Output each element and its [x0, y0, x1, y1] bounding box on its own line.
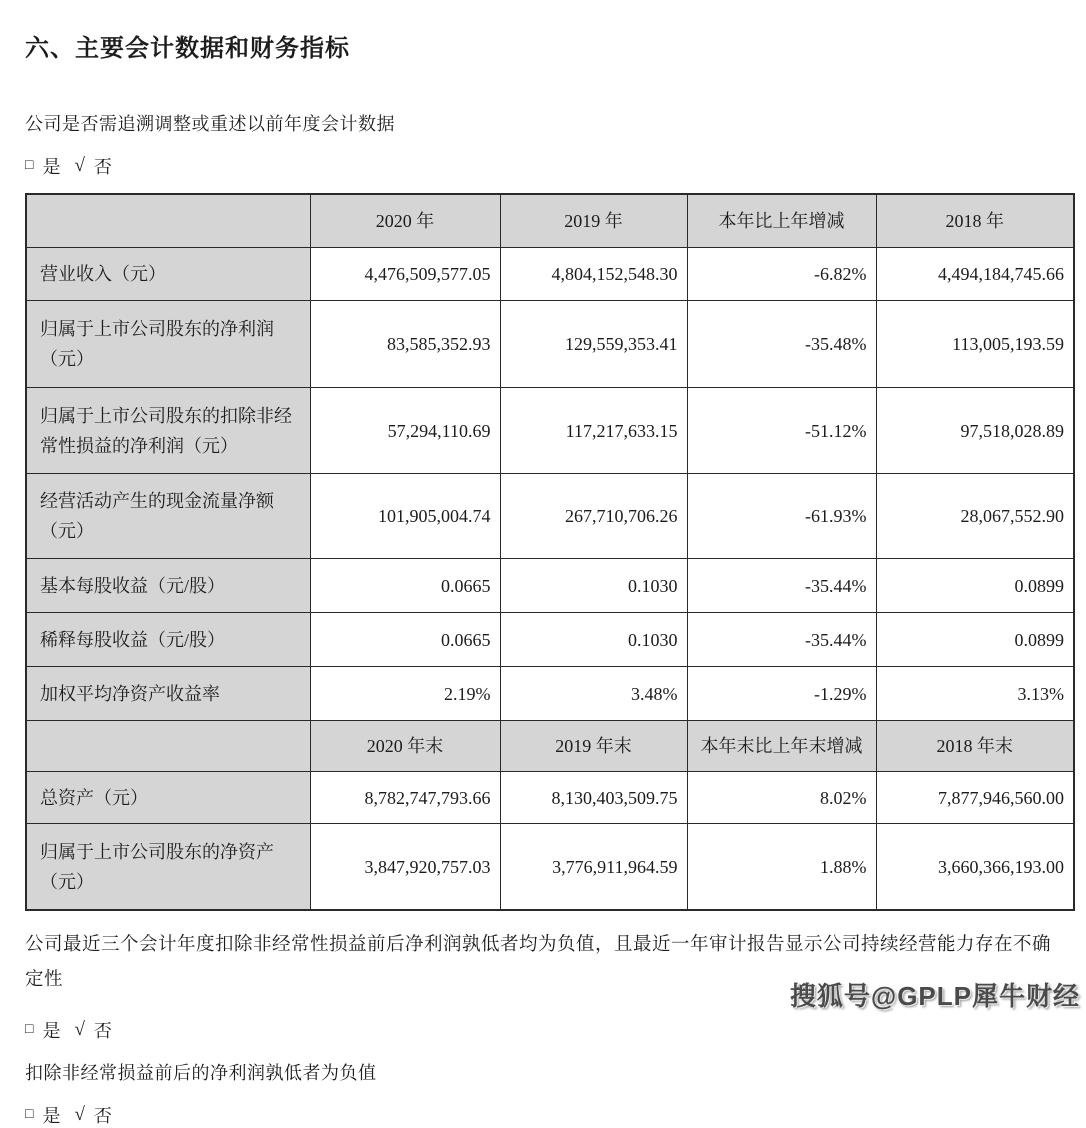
- value-2019: 0.1030: [500, 613, 687, 667]
- yes-label: 是: [42, 1105, 61, 1126]
- going-concern-note-line1: 公司最近三个会计年度扣除非经常性损益前后净利润孰低者均为负值，且最近一年审计报告显示公司持续经营能力存在不确: [25, 935, 1052, 955]
- value-change: -35.48%: [687, 301, 876, 388]
- col-header-2018-end: 2018 年末: [876, 721, 1074, 772]
- col-header-2020: 2020 年: [310, 194, 500, 248]
- financial-indicators-table: [25, 193, 1075, 911]
- row-label: 经营活动产生的现金流量净额（元）: [26, 474, 310, 559]
- yes-no-line-1: [25, 153, 1073, 179]
- value-2020: 3,847,920,757.03: [310, 824, 500, 911]
- value-2018: 4,494,184,745.66: [876, 248, 1074, 301]
- value-2018: 0.0899: [876, 559, 1074, 613]
- value-change: 8.02%: [687, 772, 876, 824]
- value-change: -35.44%: [687, 559, 876, 613]
- value-change: -51.12%: [687, 388, 876, 474]
- col-header-yearend-change: 本年末比上年末增减: [687, 721, 876, 772]
- row-label: 总资产（元）: [26, 772, 310, 824]
- value-2020: 101,905,004.74: [310, 474, 500, 559]
- value-2018: 7,877,946,560.00: [876, 772, 1074, 824]
- blank-header-cell: [26, 721, 310, 772]
- value-2020: 0.0665: [310, 613, 500, 667]
- row-label: 稀释每股收益（元/股）: [26, 613, 310, 667]
- value-2019: 3.48%: [500, 667, 687, 721]
- value-change: -1.29%: [687, 667, 876, 721]
- checkbox-icon: □: [25, 1021, 34, 1037]
- value-2020: 83,585,352.93: [310, 301, 500, 388]
- restate-question: 公司是否需追溯调整或重述以前年度会计数据: [25, 114, 395, 134]
- value-change: -61.93%: [687, 474, 876, 559]
- value-2019: 0.1030: [500, 559, 687, 613]
- yes-no-line-2: [25, 1017, 1073, 1043]
- col-header-2019-end: 2019 年末: [500, 721, 687, 772]
- no-label: 否: [93, 1105, 112, 1126]
- table-row-net-assets: [26, 824, 1074, 911]
- going-concern-note-line2: 定性: [25, 970, 64, 990]
- value-2019: 3,776,911,964.59: [500, 824, 687, 911]
- value-2018: 0.0899: [876, 613, 1074, 667]
- table-row-deducted-net-profit: [26, 388, 1074, 474]
- value-2018: 28,067,552.90: [876, 474, 1074, 559]
- value-2019: 267,710,706.26: [500, 474, 687, 559]
- value-2019: 8,130,403,509.75: [500, 772, 687, 824]
- blank-header-cell: [26, 194, 310, 248]
- row-label: 营业收入（元）: [26, 248, 310, 301]
- col-header-2020-end: 2020 年末: [310, 721, 500, 772]
- yes-no-line-3: [25, 1102, 1073, 1128]
- value-2019: 117,217,633.15: [500, 388, 687, 474]
- check-icon: √: [74, 155, 85, 176]
- watermark: 搜狐号@GPLP犀牛财经: [789, 981, 1080, 1011]
- check-icon: √: [74, 1103, 85, 1125]
- checkbox-icon: □: [25, 1106, 34, 1122]
- annual-header-row: [26, 194, 1074, 248]
- row-label: 归属于上市公司股东的扣除非经常性损益的净利润（元）: [26, 388, 310, 474]
- table-row-net-profit: [26, 301, 1074, 388]
- col-header-2019: 2019 年: [500, 194, 687, 248]
- col-header-change: 本年比上年增减: [687, 194, 876, 248]
- table-row-revenue: [26, 248, 1074, 301]
- value-2020: 2.19%: [310, 667, 500, 721]
- value-2018: 97,518,028.89: [876, 388, 1074, 474]
- deduction-note: 扣除非经常损益前后的净利润孰低者为负值: [25, 1062, 377, 1083]
- yes-label: 是: [42, 1020, 61, 1041]
- table-row-total-assets: [26, 772, 1074, 824]
- table-row-operating-cash-flow: [26, 474, 1074, 559]
- col-header-2018: 2018 年: [876, 194, 1074, 248]
- yearend-header-row: [26, 721, 1074, 772]
- section-title: 六、主要会计数据和财务指标: [25, 35, 350, 62]
- value-2019: 4,804,152,548.30: [500, 248, 687, 301]
- value-change: -6.82%: [687, 248, 876, 301]
- value-change: 1.88%: [687, 824, 876, 911]
- value-2018: 3.13%: [876, 667, 1074, 721]
- row-label: 归属于上市公司股东的净资产（元）: [26, 824, 310, 911]
- table-row-diluted-eps: [26, 613, 1074, 667]
- no-label: 否: [93, 1020, 112, 1041]
- no-label: 否: [93, 157, 112, 177]
- value-2018: 3,660,366,193.00: [876, 824, 1074, 911]
- value-2019: 129,559,353.41: [500, 301, 687, 388]
- yes-label: 是: [42, 157, 61, 177]
- value-2020: 57,294,110.69: [310, 388, 500, 474]
- checkbox-icon: □: [25, 158, 34, 173]
- row-label: 归属于上市公司股东的净利润（元）: [26, 301, 310, 388]
- row-label: 加权平均净资产收益率: [26, 667, 310, 721]
- value-2018: 113,005,193.59: [876, 301, 1074, 388]
- table-row-weighted-roe: [26, 667, 1074, 721]
- value-2020: 4,476,509,577.05: [310, 248, 500, 301]
- value-2020: 8,782,747,793.66: [310, 772, 500, 824]
- row-label: 基本每股收益（元/股）: [26, 559, 310, 613]
- value-2020: 0.0665: [310, 559, 500, 613]
- table-row-basic-eps: [26, 559, 1074, 613]
- check-icon: √: [74, 1018, 85, 1040]
- value-change: -35.44%: [687, 613, 876, 667]
